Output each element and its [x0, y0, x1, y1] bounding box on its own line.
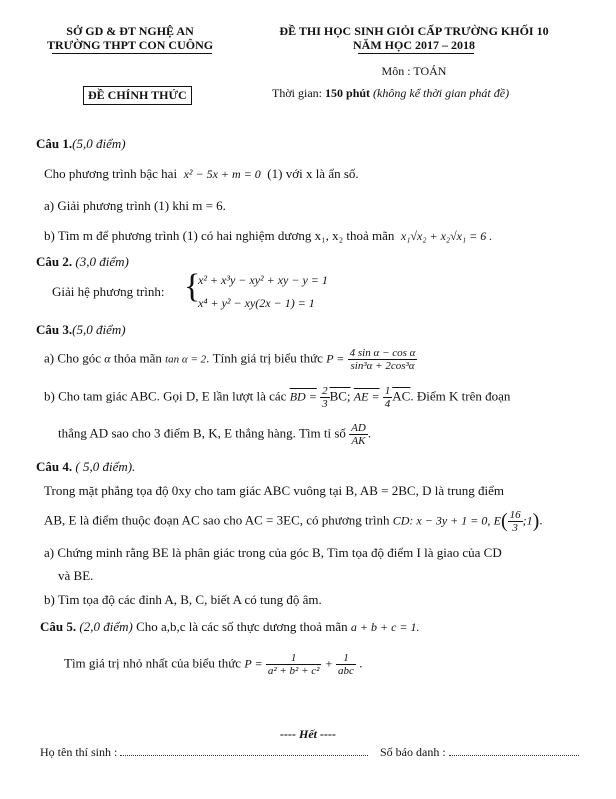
- q5-intro: Cho a,b,c là các số thực dương thoả mãn: [136, 619, 348, 634]
- q1-intro-text: Cho phương trình bậc hai: [44, 166, 178, 181]
- q2-eq2: x⁴ + y² − xy(2x − 1) = 1: [198, 296, 315, 310]
- q5-ask: [64, 652, 362, 677]
- q1-intro-tail: (1) với x là ẩn số.: [267, 166, 359, 181]
- q3-bd-den: 3: [322, 398, 328, 410]
- q4-e-rparen: ): [532, 510, 540, 532]
- exam-title: ĐỀ THI HỌC SINH GIỎI CẤP TRƯỜNG KHỐI 10: [279, 24, 549, 38]
- q2-title: Câu 2.: [36, 254, 73, 269]
- q4-e-lparen: (: [500, 510, 508, 532]
- q5-ask-text: Tìm giá trị nhỏ nhất của biểu thức: [64, 655, 242, 671]
- q3-ae-num: 1: [384, 385, 391, 397]
- q5-points: (2,0 điểm): [79, 619, 133, 634]
- q3-p-denominator: sin³α + 2cos³α: [350, 360, 415, 372]
- q3-part-b-suffix: . Điểm K trên đoạn: [410, 388, 511, 404]
- candidate-number-line: [380, 745, 579, 760]
- q1-part-b-text: b) Tìm m để phương trình (1) có hai nghiệm dương x₁, x₂ thoả mãn: [44, 228, 395, 243]
- q4-part-a2: và BE.: [58, 568, 94, 583]
- q5-f1-den: a² + b² + c²: [267, 665, 320, 677]
- q3-ac-label: $\overline{AC}$: [392, 388, 411, 404]
- q5-f1-num: 1: [266, 652, 322, 665]
- q2-intro: Giải hệ phương trình:: [52, 284, 165, 299]
- q1-part-b-expr: x₁√x₂ + x₂√x₁ = 6 .: [400, 229, 493, 243]
- q3-p-fraction: [348, 347, 418, 372]
- q1-title: Câu 1.: [36, 136, 73, 151]
- q5-p-label: P =: [244, 656, 263, 671]
- q1-heading: [36, 136, 126, 152]
- q4-e-num: 16: [509, 509, 521, 521]
- time-info: [272, 86, 509, 101]
- q3-points: (5,0 điểm): [72, 322, 126, 337]
- subject: [244, 64, 584, 79]
- department: SỞ GD & ĐT NGHỆ AN: [66, 24, 194, 38]
- q3-tan-cond: tan α = 2: [165, 353, 207, 366]
- q3-part-b-line2: [58, 422, 371, 447]
- q4-points: ( 5,0 điểm).: [75, 459, 136, 474]
- q4-line1: Trong mặt phẳng tọa độ 0xy cho tam giác ABC vuông tại B, AB = 2BC, D là trung điểm: [44, 483, 505, 498]
- q4-line2: AB, E là điểm thuộc đoạn AC sao cho AC = 3EC, có phương trình CD: x − 3y + 1 = 0, E( $\frac{16}{3}$ ;1).: [44, 509, 543, 534]
- header-underline-right: [358, 53, 474, 54]
- q3-bd-fraction: [320, 385, 330, 410]
- time-value: 150 phút: [325, 86, 371, 100]
- header-underline-left: [52, 53, 212, 54]
- q3-part-a: [44, 347, 417, 372]
- q3-period: .: [367, 425, 372, 441]
- q4-title: Câu 4.: [36, 459, 73, 474]
- q4-part-b: b) Tìm tọa độ các đỉnh A, B, C, biết A có tung độ âm.: [44, 592, 322, 607]
- candidate-name-label: Họ tên thí sinh :: [40, 745, 118, 759]
- candidate-number-label: Số báo danh :: [380, 745, 446, 759]
- q1-part-b: [44, 228, 492, 244]
- q5-f2-den: abc: [338, 665, 354, 677]
- school-name: TRƯỜNG THPT CON CUÔNG: [46, 38, 214, 52]
- candidate-name-line: [40, 745, 368, 760]
- system-brace: {: [184, 268, 201, 305]
- subject-text: Môn : TOÁN: [381, 64, 447, 78]
- q3-part-a-suffix: . Tính giá trị biểu thức: [206, 350, 323, 366]
- q3-part-a-mid: thỏa mãn: [113, 350, 162, 366]
- q3-bd-label: BD =: [289, 389, 317, 404]
- q1-part-a: a) Giải phương trình (1) khi m = 6.: [44, 198, 226, 213]
- q5-heading: [40, 619, 420, 635]
- q3-alpha: α: [104, 351, 111, 366]
- q3-part-b-prefix: b) Cho tam giác ABC. Gọi D, E lần lượt là các: [44, 388, 287, 404]
- candidate-number-dots: [449, 745, 579, 756]
- q4-line2-text: AB, E là điểm thuộc đoạn AC sao cho AC = 3EC, có phương trình: [44, 512, 390, 528]
- school-year: NĂM HỌC 2017 – 2018: [353, 38, 475, 52]
- q3-ratio-fraction: [349, 422, 368, 447]
- q3-title: Câu 3.: [36, 322, 73, 337]
- end-mark: ---- Hết ----: [280, 727, 336, 741]
- q4-part-a1: a) Chứng minh rằng BE là phân giác trong của góc B, Tìm tọa độ điểm I là giao của CD: [44, 545, 502, 560]
- time-prefix: Thời gian:: [272, 86, 326, 100]
- q3-ratio-den: AK: [351, 435, 366, 447]
- q5-plus: +: [324, 656, 333, 671]
- q1-equation: x² − 5x + m = 0: [183, 167, 261, 181]
- q2-points: (3,0 điểm): [75, 254, 129, 269]
- q4-heading: [36, 459, 135, 475]
- q3-ae-fraction: [383, 385, 393, 410]
- q3-bc-label: BC;: [329, 388, 351, 404]
- q5-f2-num: 1: [336, 652, 356, 665]
- q3-part-b-line2-text: thẳng AD sao cho 3 điểm B, K, E thẳng hàng. Tìm tỉ số: [58, 425, 346, 441]
- q3-p-numerator: 4 sin α − cos α: [349, 347, 416, 359]
- q3-ae-label: AE =: [353, 389, 380, 404]
- q3-p-label: P =: [326, 351, 345, 366]
- q2-heading: [36, 254, 129, 270]
- q5-condition: a + b + c = 1.: [350, 620, 420, 634]
- q5-title: Câu 5.: [40, 619, 77, 634]
- q5-fraction-2: [336, 652, 356, 677]
- candidate-name-dots: [120, 745, 368, 756]
- q2-eq1: x² + x³y − xy² + xy − y = 1: [198, 273, 328, 287]
- time-note: (không kể thời gian phát đề): [373, 86, 510, 100]
- q4-e-den: 3: [512, 522, 518, 534]
- q3-bd-num: 2: [322, 385, 328, 397]
- q1-points: (5,0 điểm): [72, 136, 126, 151]
- q3-ratio-num: AD: [351, 422, 366, 434]
- q4-cd-equation: CD: x − 3y + 1 = 0,: [392, 513, 491, 528]
- q4-e-label: E: [493, 513, 501, 528]
- q4-e-tail: ;1: [522, 513, 533, 528]
- q5-fraction-1: [266, 652, 322, 677]
- q3-part-a-prefix: a) Cho góc: [44, 350, 102, 366]
- q3-part-b: [44, 385, 510, 410]
- official-label: ĐỀ CHÍNH THỨC: [83, 86, 192, 105]
- q3-ae-den: 4: [384, 398, 391, 410]
- q3-heading: [36, 322, 126, 338]
- q5-period: .: [359, 655, 363, 671]
- q1-intro: [44, 166, 359, 182]
- q4-e-fraction: [508, 509, 523, 534]
